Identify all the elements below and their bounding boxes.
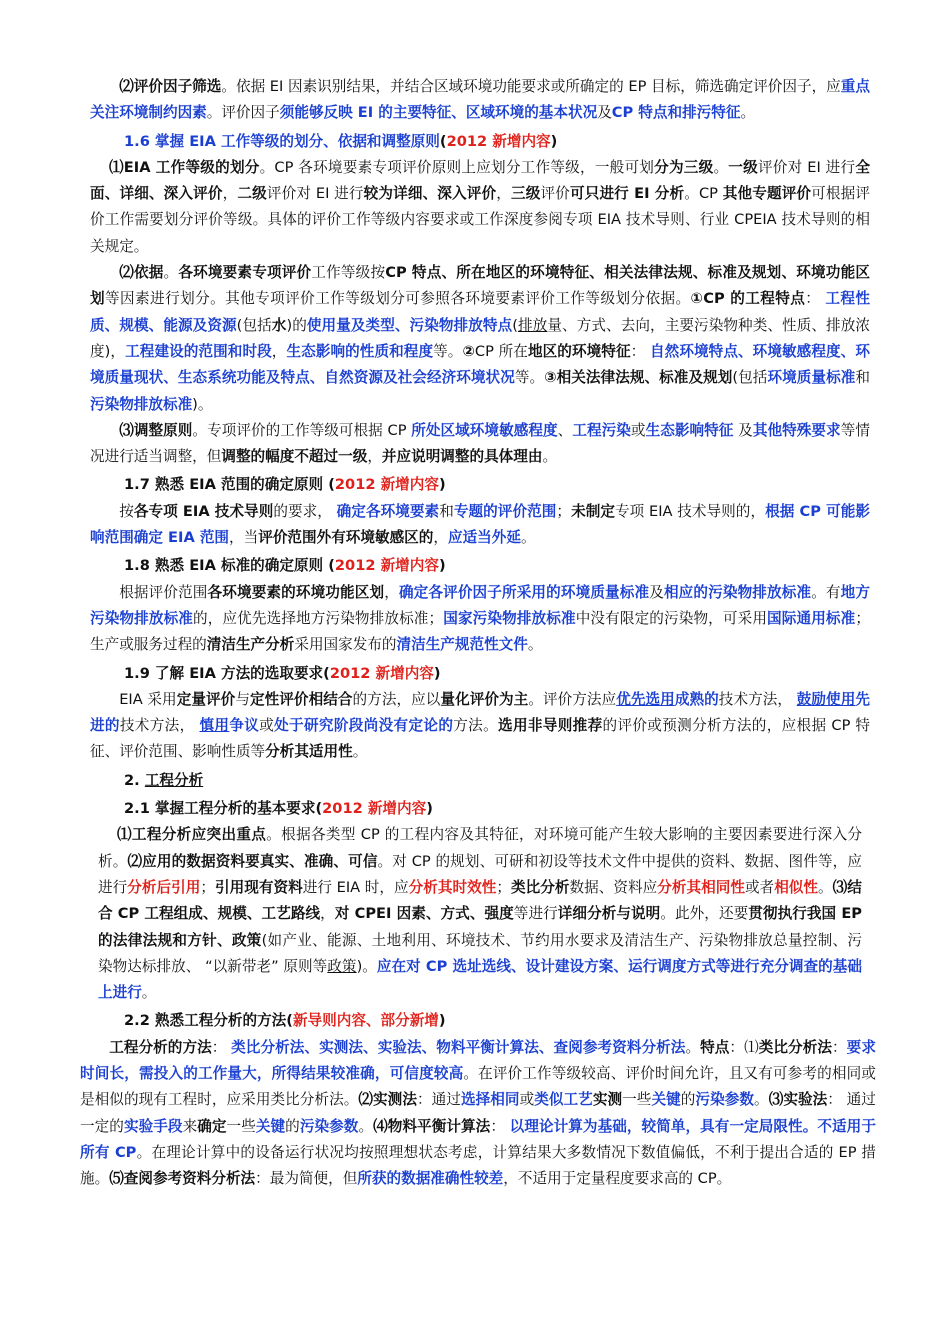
- text-run: 其他特殊要求: [752, 421, 841, 439]
- text-run: 国际通用标准: [767, 609, 856, 627]
- text-run: 新导则内容、部分新增: [292, 1012, 439, 1030]
- text-run: 水: [271, 316, 287, 334]
- text-run: 、: [557, 421, 573, 439]
- text-run: 成熟的: [674, 690, 719, 708]
- text-run: (: [512, 316, 518, 334]
- text-run: 。此外，还要: [660, 905, 749, 923]
- text-run: 二级: [237, 185, 267, 203]
- text-run: 类比分析: [510, 878, 570, 896]
- text-run: ；生产或服务过程的: [90, 609, 870, 654]
- text-run: 可根据评价工作需要划分评价等级。具体的评价工作等级内容要求或工作深度参阅专项 EIA 技术导则、行业 CPEIA 技术导则的相关规定。: [90, 185, 870, 255]
- text-run: 各专项 EIA 技术导则: [133, 502, 274, 520]
- text-run: 和: [855, 369, 870, 387]
- text-run: 排放: [517, 316, 548, 334]
- section-heading: [90, 768, 870, 794]
- text-run: ，: [433, 529, 448, 547]
- text-run: 定量评价: [176, 690, 236, 708]
- text-run: 其他专题评价: [722, 185, 812, 203]
- text-run: ⑵依据: [119, 264, 164, 282]
- text-run: )。: [356, 957, 377, 975]
- text-run: 以理论计算为基础，较简单，具有一定局限性。不适用于所有 CP: [80, 1117, 876, 1161]
- text-run: ): [550, 132, 558, 150]
- text-run: ：: [490, 1117, 510, 1135]
- text-run: 调整的幅度不超过一级: [221, 448, 368, 466]
- text-run: 工程分析: [144, 771, 204, 789]
- paragraph: [90, 499, 870, 552]
- text-run: 处于研究阶段尚没有定论的: [274, 717, 454, 735]
- text-run: 1.8 熟悉 EIA 标准的确定原则 (: [124, 557, 335, 575]
- text-run: 和: [439, 502, 454, 520]
- text-run: ：最为简便，但: [255, 1170, 358, 1188]
- section-heading: [90, 1008, 870, 1034]
- text-run: 清洁生产规范性文件: [396, 636, 528, 654]
- text-run: 。对 CP 的规划、可研和初设等技术文件中提供的资料、数据、图件等，应进行: [98, 852, 862, 896]
- text-run: ③相关法律法规、标准及规划: [544, 369, 733, 387]
- text-run: 分析后引用: [127, 878, 201, 896]
- text-run: ：通过: [416, 1091, 461, 1109]
- text-run: ⑵实测法: [358, 1091, 417, 1109]
- text-run: 优先选用: [616, 690, 675, 708]
- paragraph: [90, 580, 870, 659]
- text-run: 先进的: [90, 690, 870, 735]
- text-run: 工程性质、规模、能源及资源: [90, 290, 870, 334]
- text-run: 未制定: [571, 502, 616, 520]
- text-run: (包括: [236, 316, 272, 334]
- text-run: 实验手段: [123, 1117, 183, 1135]
- text-run: 来: [182, 1117, 198, 1135]
- text-run: ⑶调整原则: [119, 421, 193, 439]
- text-run: 自然环境特点、环境敏感程度、环境质量现状、生态系统功能及特点、自然资源及社会经济环境状况: [90, 342, 870, 387]
- text-run: 实测: [592, 1091, 623, 1109]
- text-run: 量化评价为主: [440, 690, 529, 708]
- text-run: 1.6 掌握 EIA 工作等级的划分、依据和调整原则: [124, 132, 440, 150]
- text-run: 引用现有资料: [214, 878, 303, 896]
- text-run: 2012 新增内容: [334, 557, 439, 575]
- text-run: 可只进行 EI 分析: [569, 185, 685, 203]
- text-run: ⑴工程分析应突出重点: [116, 826, 267, 844]
- text-run: 2012 新增内容: [446, 132, 551, 150]
- text-run: 环境质量标准: [767, 369, 856, 387]
- text-run: ，: [384, 583, 399, 601]
- text-run: 2.2 熟悉工程分析的方法(: [124, 1012, 293, 1030]
- text-run: 。评价方法应: [528, 690, 617, 708]
- text-run: ，: [496, 185, 511, 203]
- text-run: 工程分析的方法: [109, 1038, 212, 1056]
- text-run: 的要求，: [273, 502, 337, 520]
- text-run: 较为详细、深入评价: [363, 185, 497, 203]
- text-run: 评价对 EI 进行: [266, 185, 364, 203]
- text-run: 所获的数据准确性较差: [357, 1170, 504, 1188]
- text-run: 1.9 了解 EIA 方法的选取要求(: [124, 664, 330, 682]
- text-run: 。: [740, 104, 756, 122]
- text-run: 评价范围外有环境敏感区的: [258, 529, 434, 547]
- text-run: ⑷物料平衡计算法: [373, 1117, 491, 1135]
- text-run: 分析其时效性: [408, 878, 497, 896]
- text-run: 。: [818, 878, 833, 896]
- text-run: 慎用: [199, 717, 230, 735]
- text-run: 详细分析与说明: [557, 905, 661, 923]
- document-page: [80, 74, 876, 1192]
- text-run: 生态影响的性质和程度: [286, 342, 434, 360]
- text-run: 工作等级按: [311, 264, 386, 282]
- text-run: 各环境要素专项评价: [178, 264, 312, 282]
- text-run: 等情况进行适当调整，但: [90, 421, 870, 466]
- text-run: 。: [713, 158, 729, 176]
- text-run: EIA 采用: [119, 690, 177, 708]
- text-run: 确定各环境要素: [336, 502, 440, 520]
- text-run: 。CP 各环境要素专项评价原则上应划分工作等级，一般可划: [259, 158, 655, 176]
- text-run: 相似性: [774, 878, 819, 896]
- text-run: ：: [211, 1038, 232, 1056]
- text-run: 关键: [255, 1117, 286, 1135]
- text-run: 分析其适用性: [265, 743, 353, 761]
- text-run: )的: [286, 316, 307, 334]
- section-heading: [90, 796, 870, 822]
- text-run: 技术方法，: [119, 717, 200, 735]
- text-run: 。评价因子: [206, 104, 280, 122]
- text-run: 或: [630, 421, 646, 439]
- text-run: 。有: [811, 583, 841, 601]
- text-run: 评价对 EI 进行: [757, 158, 856, 176]
- text-run: ；: [496, 878, 511, 896]
- text-run: 类比分析法: [758, 1038, 833, 1056]
- text-run: ：: [805, 290, 826, 308]
- text-run: ⑴EIA 工作等级的划分: [108, 158, 260, 176]
- text-run: 污染参数: [695, 1091, 755, 1109]
- text-run: 关键: [651, 1091, 681, 1109]
- text-run: 的: [285, 1117, 300, 1135]
- text-run: 政策: [327, 957, 357, 975]
- text-run: 。: [542, 448, 558, 466]
- text-run: 污染物排放标准: [90, 395, 193, 413]
- text-run: 须能够反映 EI 的主要特征、区域环境的基本状况: [279, 104, 598, 122]
- paragraph: [90, 687, 870, 766]
- text-run: (: [439, 132, 447, 150]
- text-run: 对 CPEI 因素、方式、强度: [334, 905, 514, 923]
- text-run: 重点关注环境制约因素: [90, 78, 870, 122]
- text-run: CP 特点和排污特征: [611, 104, 741, 122]
- text-run: ：: [832, 1038, 847, 1056]
- text-run: 。根据各类型 CP 的工程内容及其特征，对环境可能产生较大影响的主要因素要进行深入分析。: [98, 826, 862, 870]
- text-run: ⑶结合 CP 工程组成、规模、工艺路线: [98, 878, 862, 923]
- text-run: 一级: [728, 158, 758, 176]
- text-run: 2.: [124, 771, 145, 789]
- text-run: 专项 EIA 技术导则的，: [615, 502, 766, 520]
- text-run: CP 所在: [474, 342, 528, 360]
- text-run: 等因素进行划分。其他专项评价工作等级划分可参照各环境要素评价工作等级划分依据。: [105, 290, 691, 308]
- text-run: 中没有限定的污染物，可采用: [575, 609, 768, 627]
- text-run: ，: [222, 185, 238, 203]
- text-run: 专题的评价范围: [453, 502, 557, 520]
- text-run: 一些: [226, 1117, 256, 1135]
- text-run: 方法。: [453, 717, 499, 735]
- text-run: 或者: [744, 878, 775, 896]
- text-run: 的评价或预测分析方法的，应根据 CP 特征、评价范围、影响性质等: [90, 717, 870, 761]
- text-run: 要求时间长，需投入的工作量大，所得结果较准确，可信度较高: [80, 1038, 876, 1082]
- text-run: CP 特点、所在地区的环境特征、相关法律法规、标准及规划、环境功能区划: [90, 264, 870, 308]
- text-run: 。: [358, 1117, 374, 1135]
- text-run: 根据 CP 可能影响范围确定 EIA 范围: [90, 502, 870, 547]
- text-run: 特点: [700, 1038, 730, 1056]
- text-run: 。: [527, 636, 543, 654]
- text-run: 按: [119, 502, 134, 520]
- text-run: ；: [200, 878, 215, 896]
- text-run: 并应说明调整的具体理由: [381, 448, 543, 466]
- text-run: 。在理论计算中的设备运行状况均按照理想状态考虑，计算结果大多数情况下数值偏低，不利于提出合适的 EP 措施。: [80, 1143, 876, 1188]
- text-run: 工程建设的范围和时段: [125, 342, 272, 360]
- text-run: 2012 新增内容: [334, 476, 439, 494]
- text-run: 分为三级: [654, 158, 714, 176]
- text-run: 。CP: [684, 185, 723, 203]
- text-run: 。依据 EI 因素识别结果，并结合区域环境功能要求或所确定的 EP 目标，筛选确定评价因子，应: [221, 78, 841, 95]
- text-run: 。: [163, 264, 179, 282]
- text-run: 评价: [540, 185, 570, 203]
- text-run: 及: [733, 421, 753, 439]
- text-run: ①CP 的工程特点: [690, 290, 806, 308]
- text-run: )。: [192, 395, 213, 413]
- text-run: 等进行: [513, 905, 558, 923]
- section-heading: [90, 129, 870, 155]
- text-run: 2.1 掌握工程分析的基本要求(: [124, 800, 323, 818]
- text-run: ): [426, 800, 433, 818]
- text-run: ⑶实验法: [768, 1091, 828, 1109]
- text-run: 清洁生产分析: [206, 636, 295, 654]
- section-heading: [90, 553, 870, 579]
- text-run: 。在评价工作等级较高、评价时间允许，且又有可参考的相同或是相似的现有工程时，应采用类比分析法。: [80, 1064, 876, 1109]
- text-run: 定性评价相结合: [249, 690, 353, 708]
- text-run: ): [433, 664, 441, 682]
- text-run: 的，应优先选择地方污染物排放标准；: [193, 609, 444, 627]
- text-run: ②: [462, 342, 475, 360]
- text-run: 。: [352, 743, 368, 761]
- text-run: 等。: [433, 342, 463, 360]
- text-run: 各环境要素的环境功能区划: [207, 583, 385, 601]
- text-run: ⑵评价因子筛选: [119, 78, 222, 95]
- text-run: 应适当外延: [447, 529, 521, 547]
- text-run: 确定各评价因子所采用的环境质量标准: [398, 583, 650, 601]
- text-run: ，当: [229, 529, 259, 547]
- text-run: 国家污染物排放标准: [443, 609, 576, 627]
- text-run: ): [438, 557, 446, 575]
- paragraph: [80, 1035, 876, 1193]
- text-run: 确定: [197, 1117, 227, 1135]
- text-run: 工程污染: [572, 421, 631, 439]
- text-run: 类比分析法、实测法、实验法、物料平衡计算法、查阅参考资料分析法: [231, 1038, 686, 1056]
- text-run: 2012 新增内容: [329, 664, 434, 682]
- text-run: ：: [630, 342, 651, 360]
- text-run: 。专项评价的工作等级可根据 CP: [192, 421, 412, 439]
- text-run: 应在对 CP 选址选线、设计建设方案、运行调度方式等进行充分调查的基础上进行: [98, 957, 862, 1002]
- text-run: 或: [519, 1091, 535, 1109]
- text-run: 或: [259, 717, 275, 735]
- text-run: 贯彻执行我国 EP 的法律法规和方针、政策: [98, 905, 862, 949]
- text-run: 。: [685, 1038, 701, 1056]
- text-run: 类似工艺: [534, 1091, 593, 1109]
- section-heading: [90, 661, 870, 687]
- text-run: 选择相同: [460, 1091, 520, 1109]
- section-heading: [90, 472, 870, 498]
- text-run: ): [438, 476, 446, 494]
- text-run: 地方污染物排放标准: [90, 583, 870, 627]
- text-run: 地区的环境特征: [527, 342, 631, 360]
- text-run: 数据、资料应: [569, 878, 658, 896]
- text-run: 采用国家发布的: [294, 636, 397, 654]
- text-run: (如产业、能源、土地利用、环境技术、节约用水要求及清洁生产、污染物排放总量控制、污染物达标排放、 “以新带老” 原则等: [98, 931, 862, 975]
- text-run: 。: [520, 529, 536, 547]
- text-run: 一些: [622, 1091, 652, 1109]
- text-run: 及: [649, 583, 664, 601]
- text-run: 三级: [511, 185, 541, 203]
- text-run: ，: [320, 905, 335, 923]
- text-run: 技术方法，: [718, 690, 797, 708]
- text-run: ：⑴: [729, 1038, 759, 1056]
- paragraph: [90, 155, 870, 260]
- text-run: 选用非导则推荐: [498, 717, 603, 735]
- text-run: 相应的污染物排放标准: [663, 583, 812, 601]
- paragraph: [90, 822, 870, 1006]
- text-run: 争议: [229, 717, 260, 735]
- text-run: 根据评价范围: [119, 583, 208, 601]
- text-run: ；: [556, 502, 572, 520]
- text-run: 量、方式、去向，主要污染物种类、性质、排放浓度)，: [90, 316, 870, 360]
- text-run: 鼓励使用: [796, 690, 856, 708]
- text-run: 1.7 熟悉 EIA 范围的确定原则 (: [124, 476, 335, 494]
- text-run: 所处区域环境敏感程度: [411, 421, 558, 439]
- text-run: 分析其相同性: [657, 878, 745, 896]
- text-run: 进行 EIA 时，应: [302, 878, 409, 896]
- text-run: 等。: [514, 369, 545, 387]
- text-run: ): [438, 1012, 446, 1030]
- text-run: 的方法，应以: [352, 690, 441, 708]
- text-run: ： 通过一定的: [80, 1091, 876, 1135]
- text-run: ，不适用于定量程度要求高的 CP。: [503, 1170, 732, 1188]
- text-run: 使用量及类型、污染物排放特点: [306, 316, 513, 334]
- text-run: (包括: [732, 369, 768, 387]
- text-run: ⑵应用的数据资料要真实、准确、可信: [127, 852, 378, 870]
- text-run: 。: [141, 984, 157, 1002]
- text-run: 生态影响特征: [645, 421, 734, 439]
- text-run: 。: [754, 1091, 769, 1109]
- text-run: 的: [680, 1091, 696, 1109]
- text-run: 全面、详细、深入评价: [90, 158, 870, 203]
- text-run: 2012 新增内容: [322, 800, 427, 818]
- paragraph: [90, 418, 870, 471]
- paragraph: [90, 260, 870, 418]
- text-run: ，: [271, 342, 287, 360]
- text-run: 及: [597, 104, 612, 122]
- text-run: ，: [367, 448, 382, 466]
- text-run: 污染参数: [299, 1117, 359, 1135]
- paragraph: [90, 74, 870, 127]
- text-run: 与: [235, 690, 250, 708]
- text-run: ⑸查阅参考资料分析法: [109, 1170, 256, 1188]
